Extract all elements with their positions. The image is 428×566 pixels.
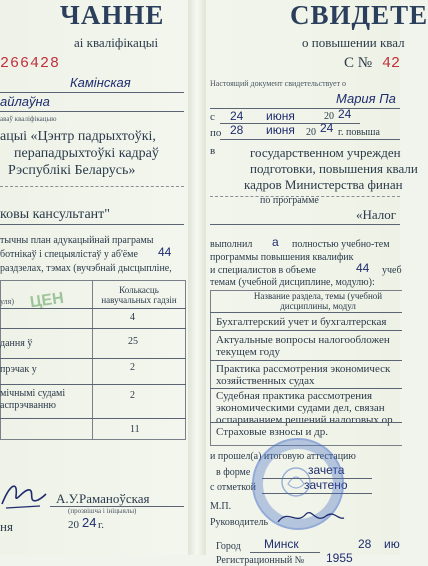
right-exec-5: учеб (382, 265, 402, 276)
right-topic-2: Актуальные вопросы налогообложен текущем году (216, 334, 390, 359)
rule (92, 280, 93, 440)
left-signatory: А.У.Раманоўская (56, 491, 150, 506)
right-exec-4: и специалистов в объеме (210, 265, 316, 276)
left-row-3: прэчак у (0, 364, 37, 375)
left-institution-3: Рэспублікі Беларусь» (8, 163, 136, 178)
right-from-year: 20 (324, 111, 334, 122)
right-topic-1: Бухгалтерский учет и бухгалтерская (216, 316, 387, 328)
rule (0, 328, 186, 329)
right-program: «Налог (356, 207, 397, 222)
right-intro: Настоящий документ свидетельствует о (210, 79, 347, 88)
right-title: СВИДЕТЕ (290, 0, 428, 30)
right-form-label: в форме (216, 467, 251, 478)
right-to-yy: 24 (320, 121, 334, 135)
right-from-month: июня (266, 109, 295, 123)
left-signatory-caption: (прозвішча і ініцыялы) (68, 507, 137, 515)
right-to-year: 20 (306, 127, 316, 138)
right-city-day: 28 (358, 537, 372, 551)
left-surname: Камінская (70, 75, 131, 90)
right-topic-5: Страховые взносы и др. (216, 426, 329, 438)
left-date-year: 20 (68, 519, 79, 531)
seal-emblem-icon (278, 464, 314, 500)
rule (210, 388, 402, 389)
rule (0, 92, 184, 93)
right-table-col-header: Название раздела, темы (учебной дисциплины, модул (253, 291, 383, 311)
left-date-month: ня (0, 519, 13, 534)
left-hours-4: 2 (130, 390, 135, 401)
rule (210, 330, 402, 331)
left-plan-hours: 44 (158, 245, 172, 259)
right-exec-a: а (272, 235, 279, 249)
right-to-month: июня (266, 123, 295, 137)
right-from-label: с (210, 111, 215, 123)
right-attestation: и прошел(а) итоговую аттестацию (210, 451, 356, 462)
right-institution-1: государственном учрежден (250, 145, 401, 160)
left-title: ЧАННЕ (60, 0, 165, 30)
left-plan-1: тычны план адукацыйнай праграмы (0, 235, 154, 246)
left-table-col-header: Колькасць навучальных гадзін (101, 285, 177, 305)
signature-icon (0, 478, 48, 512)
rule (220, 139, 400, 140)
watermark: ЦЕН (28, 289, 65, 312)
rule (210, 224, 400, 225)
left-table-col-left: уля) (0, 297, 14, 306)
right-exec-1: выполнил (210, 239, 253, 250)
right-form-value: зачета (308, 463, 345, 477)
rule (0, 308, 186, 309)
right-exec-6: темам (учебной дисциплине, модулю): (210, 277, 375, 288)
rule (0, 358, 186, 359)
rule (0, 418, 186, 419)
right-mark-label: с отметкой (210, 482, 257, 493)
left-date-g: г. (98, 519, 105, 531)
rule (0, 111, 184, 112)
right-stamp-place: М.П. (210, 501, 232, 512)
left-hours-1: 4 (130, 312, 135, 323)
left-qualification-label: аваў кваліфікацыю (0, 115, 57, 123)
right-topic-3: Практика рассмотрения экономическ хозяйственных судах (216, 363, 391, 388)
right-subtitle: о повышении квал (302, 35, 405, 50)
rule (250, 552, 320, 553)
right-exec-hours: 44 (356, 261, 370, 275)
right-from-yy: 24 (338, 107, 352, 121)
left-institution-2: перападрыхтоўкі кадраў (14, 146, 159, 161)
left-patronymic: айлаўна (0, 94, 50, 109)
left-row-2: дання ў (0, 338, 33, 349)
rule (210, 422, 402, 423)
rule (0, 186, 184, 187)
document-fold (188, 0, 206, 555)
left-subtitle: аі кваліфікацыі (74, 35, 159, 50)
right-in-label: в (210, 145, 216, 157)
right-to-day: 28 (230, 123, 244, 137)
rule (0, 384, 186, 385)
right-topic-4: Судебная практика рассмотрения экономическими судами дел, связан оспариванием решений налоговых ор (216, 390, 393, 427)
right-institution-2: подготовки, повышения квали (250, 161, 418, 176)
left-serial-number: 266428 (0, 55, 61, 72)
right-exec-2: полностью учебно-тем (292, 239, 390, 250)
left-date-yy: 24 (82, 515, 97, 530)
rule (210, 312, 402, 313)
right-from-day: 24 (230, 109, 244, 123)
right-serial-number: 42 (382, 55, 401, 72)
rule (210, 360, 402, 361)
right-city-label: Город (216, 541, 241, 552)
signature-icon (276, 504, 346, 530)
right-number-prefix: С № (344, 55, 373, 71)
right-page-russian (206, 0, 428, 566)
left-hours-5: 11 (130, 424, 140, 435)
right-reg-label: Регистрационный № (216, 555, 305, 566)
left-program: ковы кансультант" (0, 207, 110, 222)
right-reg-number: 1955 (326, 551, 353, 565)
right-program-label: по программе (260, 195, 319, 206)
right-fio: Мария Па (336, 91, 396, 106)
right-exec-3: программы повышения квалифик (210, 252, 354, 263)
right-head-label: Руководитель (210, 517, 269, 528)
rule (0, 224, 184, 225)
right-institution-3: кадров Министерства финан (244, 177, 403, 192)
right-city: Минск (264, 537, 299, 551)
left-institution-1: ацыі «Цэнтр падрыхтоўкі, (0, 129, 156, 144)
right-mark-value: зачтено (304, 478, 348, 492)
right-city-month: ию (384, 537, 400, 551)
left-plan-2: ботнікаў і спецыялістаў у аб'ёме (0, 249, 138, 260)
left-hours-3: 2 (130, 362, 135, 373)
left-plan-3: раздзелах, тэмах (вучэбнай дысцыпліне, (0, 263, 172, 274)
right-to-label: по (210, 127, 222, 139)
right-to-tail: г. повыша (338, 127, 380, 138)
left-hours-2: 25 (128, 336, 138, 347)
left-row-4: мічнымі судамі аспрэчванню (0, 388, 66, 411)
left-page-belarusian (0, 0, 188, 555)
